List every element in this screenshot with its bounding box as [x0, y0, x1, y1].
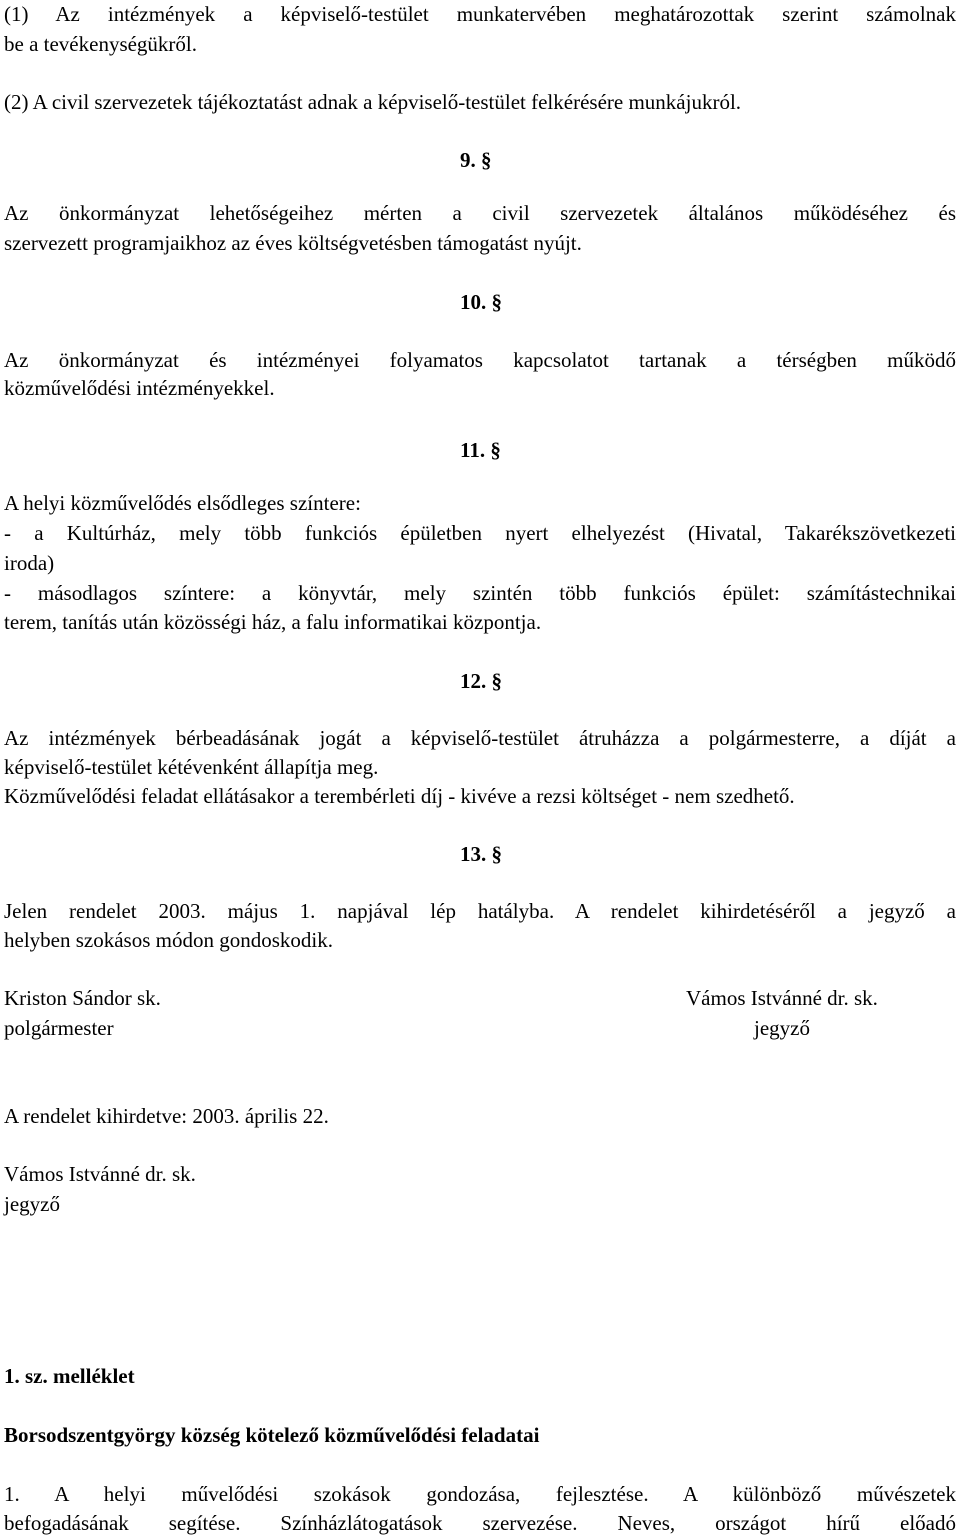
promulgation-name: Vámos Istvánné dr. sk. [4, 1162, 196, 1186]
sec11-line-5: terem, tanítás után közösségi ház, a falu informatikai központja. [4, 610, 542, 634]
promulgation-date: A rendelet kihirdetve: 2003. április 22. [4, 1104, 329, 1128]
annex-line-2: befogadásának segítése. Színházlátogatások szervezése. Neves, országot hírű előadó [4, 1511, 956, 1535]
sec10-line-2: közművelődési intézményekkel. [4, 376, 275, 400]
annex-line-1: 1. A helyi művelődési szokások gondozása, fejlesztése. A különböző művészetek [4, 1482, 956, 1506]
sec12-line-1: Az intézmények bérbeadásának jogát a képviselő-testület átruházza a polgármesterre, a díját a [4, 726, 956, 750]
sec11-line-1: A helyi közművelődés elsődleges színtere: [4, 491, 361, 515]
mayor-title: polgármester [4, 1016, 114, 1040]
promulgation-title: jegyző [4, 1192, 60, 1216]
sec13-line-1: Jelen rendelet 2003. május 1. napjával lép hatályba. A rendelet kihirdetéséről a jegyző a [4, 899, 956, 923]
annex-label: 1. sz. melléklet [4, 1364, 135, 1388]
mayor-name: Kriston Sándor sk. [4, 986, 161, 1010]
notary-title: jegyző [754, 1016, 810, 1040]
sec9-line-1: Az önkormányzat lehetőségeihez mérten a civil szervezetek általános működéséhez és [4, 201, 956, 225]
sec8-p2: (2) A civil szervezetek tájékoztatást adnak a képviselő-testület felkérésére munkájukról. [4, 90, 742, 114]
sec11-line-2: - a Kultúrház, mely több funkciós épületben nyert elhelyezést (Hivatal, Takarékszövetkezeti [4, 521, 956, 545]
sec8-p1-line-1: (1) Az intézmények a képviselő-testület munkatervében meghatározottak szerint számolnak [4, 2, 956, 26]
sec13-line-2: helyben szokásos módon gondoskodik. [4, 928, 333, 952]
sec11-line-3: iroda) [4, 551, 55, 575]
sec9-number: 9. § [460, 148, 492, 172]
sec12-line-2: képviselő-testület kétévenként állapítja meg. [4, 755, 379, 779]
sec12-line-3: Közművelődési feladat ellátásakor a terembérleti díj - kivéve a rezsi költséget - nem szedhető. [4, 784, 795, 808]
sec13-number: 13. § [460, 842, 502, 866]
sec11-line-4: - másodlagos színtere: a könyvtár, mely szintén több funkciós épület: számítástechnikai [4, 581, 956, 605]
sec10-line-1: Az önkormányzat és intézményei folyamatos kapcsolatot tartanak a térségben működő [4, 348, 956, 372]
sec10-number: 10. § [460, 290, 502, 314]
notary-name: Vámos Istvánné dr. sk. [686, 986, 878, 1010]
sec11-number: 11. § [460, 438, 501, 462]
sec8-p1-line-2: be a tevékenységükről. [4, 32, 198, 56]
annex-heading: Borsodszentgyörgy község kötelező közművelődési feladatai [4, 1423, 540, 1447]
sec12-number: 12. § [460, 669, 502, 693]
sec9-line-2: szervezett programjaikhoz az éves költségvetésben támogatást nyújt. [4, 231, 582, 255]
